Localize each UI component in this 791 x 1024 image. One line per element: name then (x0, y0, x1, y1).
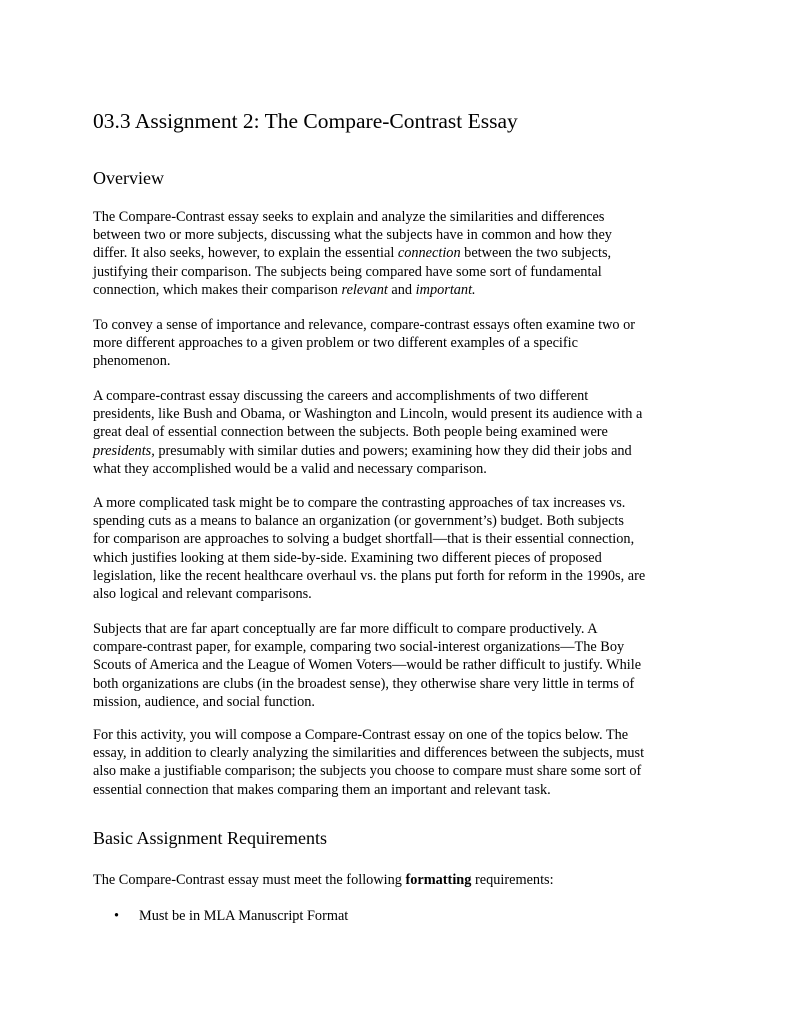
paragraph-line: For this activity, you will compose a Compare-Contrast essay on one of the topics below. The (93, 727, 629, 743)
paragraph-line: essential connection that makes comparing them an important and relevant task. (93, 781, 551, 798)
paragraph-line: presidents, presumably with similar duties and powers; examining how they did their jobs and (93, 442, 632, 459)
paragraph-line: more different approaches to a given problem or two different examples of a specific (93, 335, 578, 352)
paragraph-line: essay, in addition to clearly analyzing the similarities and differences between the subjects, must (93, 745, 645, 762)
paragraph-line: legislation, like the recent healthcare overhaul vs. the plans put forth for reform in the 1990s, are (93, 567, 646, 584)
requirements-heading: Basic Assignment Requirements (93, 828, 327, 848)
emphasis-important: important. (415, 281, 476, 298)
paragraph-line: Subjects that are far apart conceptually are far more difficult to compare productively. A (93, 621, 598, 637)
emphasis-presidents: presidents, (93, 442, 155, 459)
paragraph-6 (93, 726, 705, 799)
paragraph-line: connection, which makes their comparison relevant and important. (93, 281, 476, 298)
paragraph-line: also logical and relevant comparisons. (93, 586, 312, 603)
paragraph-line: The Compare-Contrast essay must meet the following formatting requirements: (93, 872, 554, 888)
paragraph-line: compare-contrast paper, for example, comparing two social-interest organizations—The Boy (93, 639, 625, 656)
paragraph-line: for comparison are approaches to solving a budget shortfall—that is their essential connection, (93, 531, 635, 548)
emphasis-formatting: formatting (405, 872, 472, 888)
paragraph-line: justifying their comparison. The subjects being compared have some sort of fundamental (93, 263, 602, 280)
paragraph-line: between two or more subjects, discussing what the subjects have in common and how they (93, 227, 612, 244)
bullet-icon: • (114, 908, 120, 924)
paragraph-line: Scouts of America and the League of Women Voters—would be rather difficult to justify. While (93, 657, 642, 674)
paragraph-1 (93, 208, 705, 299)
emphasis-connection: connection (397, 245, 461, 262)
paragraph-4 (93, 494, 705, 603)
paragraph-line: both organizations are clubs (in the broadest sense), they otherwise share very little in terms of (93, 675, 635, 692)
paragraph-line: presidents, like Bush and Obama, or Washington and Lincoln, would present its audience with a (93, 406, 643, 423)
paragraph-line: which justifies looking at them side-by-side. Examining two different pieces of proposed (93, 549, 602, 566)
overview-heading: Overview (93, 168, 164, 188)
page-title: 03.3 Assignment 2: The Compare-Contrast Essay (93, 109, 518, 133)
paragraph-line: To convey a sense of importance and relevance, compare-contrast essays often examine two or (93, 317, 636, 333)
paragraph-line: also make a justifiable comparison; the subjects you choose to compare must share some sort of (93, 763, 642, 780)
paragraph-line: spending cuts as a means to balance an organization (or government’s) budget. Both subjects (93, 513, 624, 530)
paragraph-2 (93, 316, 705, 371)
paragraph-line: The Compare-Contrast essay seeks to explain and analyze the similarities and differences (93, 209, 605, 225)
paragraph-5 (93, 620, 705, 711)
paragraph-line: A compare-contrast essay discussing the careers and accomplishments of two different (93, 388, 589, 404)
emphasis-relevant: relevant (341, 281, 388, 298)
list-item-text: Must be in MLA Manuscript Format (139, 908, 349, 924)
paragraph-line: differ. It also seeks, however, to explain the essential connection between the two subjects, (93, 245, 612, 262)
paragraph-7 (93, 871, 705, 889)
paragraph-3 (93, 387, 705, 478)
paragraph-line: great deal of essential connection between the subjects. Both people being examined were (93, 424, 608, 441)
paragraph-line: A more complicated task might be to compare the contrasting approaches of tax increases vs. (93, 495, 626, 511)
paragraph-line: mission, audience, and social function. (93, 693, 315, 710)
paragraph-line: phenomenon. (93, 353, 171, 370)
paragraph-line: what they accomplished would be a valid and necessary comparison. (93, 460, 487, 477)
